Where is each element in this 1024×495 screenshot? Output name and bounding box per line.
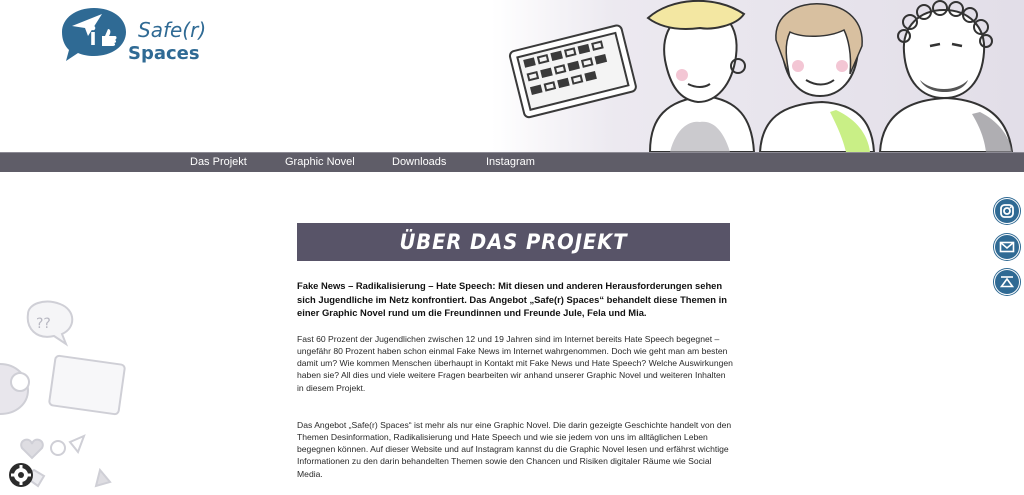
instagram-button[interactable]	[994, 198, 1020, 224]
body-paragraph-1: Fast 60 Prozent der Jugendlichen zwischen 12 und 19 Jahren sind im Internet bereits Hate Speech begegnet – ungefähr 80 Prozent haben schon einmal Fake News im Internet wahrgenommen. Doch wie geht man am besten damit um? Wie kommen Menschen überhaupt in Kontakt mit Fake News und Hate Speech? Welche Auswirkungen haben sie? All dies und viele weitere Fragen bearbeiten wir anhand unserer Graphic Novel und weiteren Inhalten in diesem Projekt.	[297, 333, 733, 393]
site-header	[0, 0, 1024, 152]
cookie-settings-button[interactable]	[9, 463, 33, 487]
header-illustration	[500, 0, 1024, 152]
section-title-banner	[297, 223, 730, 261]
mail-button[interactable]	[994, 234, 1020, 260]
main-navigation	[0, 152, 1024, 172]
gear-icon	[9, 463, 33, 487]
logo-icon	[58, 6, 218, 66]
lead-paragraph: Fake News – Radikalisierung – Hate Speech: Mit diesen und anderen Herausforderungen sehen sich Jugendliche im Netz konfrontiert. Das Angebot „Safe(r) Spaces“ behandelt diese Themen in einer Graphic Novel rund um die Freundinnen und Freunde Jule, Fela und Mia.	[297, 280, 727, 319]
nav-item-das-projekt[interactable]: Das Projekt	[190, 156, 247, 168]
svg-text:Safe(r): Safe(r)	[138, 18, 207, 42]
nav-item-graphic-novel[interactable]: Graphic Novel	[285, 156, 355, 168]
nav-item-downloads[interactable]: Downloads	[392, 156, 447, 168]
mail-icon	[995, 235, 1019, 259]
svg-text:Spaces: Spaces	[128, 43, 200, 64]
scroll-top-icon	[995, 270, 1019, 294]
page-title: ÜBER DAS PROJEKT	[399, 230, 628, 254]
scroll-top-button[interactable]	[994, 269, 1020, 295]
site-logo[interactable]	[58, 6, 218, 66]
svg-text:??: ??	[36, 316, 51, 332]
body-paragraph-2: Das Angebot „Safe(r) Spaces“ ist mehr als nur eine Graphic Novel. Die darin gezeigte Geschichte handelt von den Themen Desinformation, Radikalisierung und Hate Speech und wie sie jedem von uns im alltäglichen Leben begegnen können. Auf dieser Website und auf Instagram kannst du die Graphic Novel lesen und erfährst wichtige Informationen zu den darin behandelten Themen sowie den Chancen und Risiken digitaler Räume wie Social Media.	[297, 419, 732, 479]
nav-item-instagram[interactable]: Instagram	[486, 156, 535, 168]
project-description	[297, 279, 733, 480]
instagram-icon	[995, 199, 1019, 223]
